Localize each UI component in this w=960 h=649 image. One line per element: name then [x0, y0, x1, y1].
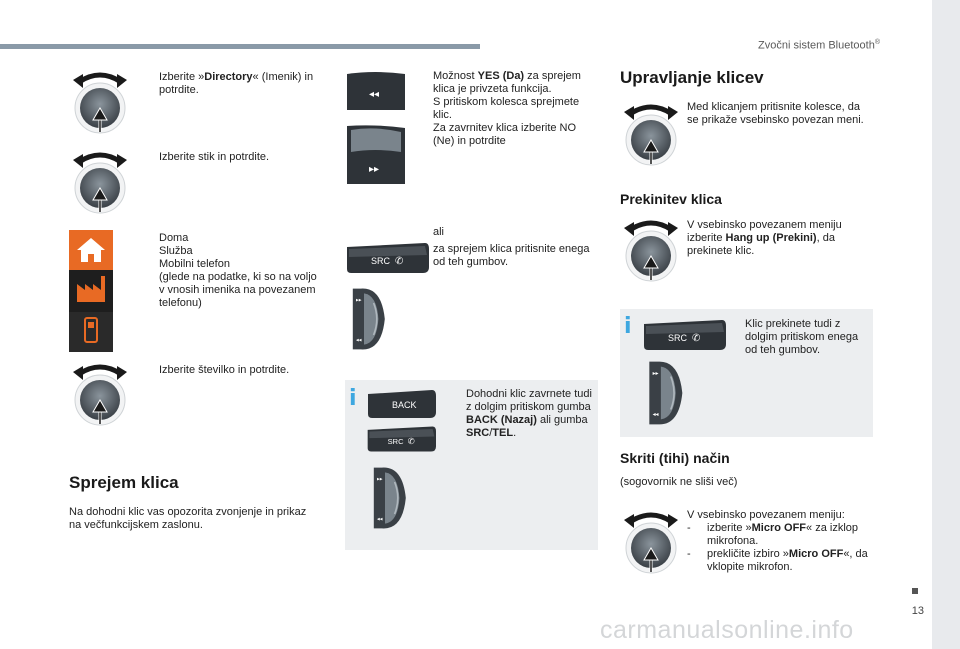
rotary-knob-icon	[69, 362, 131, 428]
svg-text:✆: ✆	[395, 256, 404, 267]
svg-text:✆: ✆	[407, 436, 415, 446]
contact-type-icons	[69, 230, 113, 352]
svg-text:✆: ✆	[692, 333, 701, 344]
rotary-knob-icon	[69, 70, 131, 136]
rotary-knob-icon	[620, 218, 682, 284]
header-sup: ®	[874, 39, 880, 46]
accept-buttons-text: za sprejem klica pritisnite enega od teh gumbov.	[433, 243, 590, 268]
accept-call-text: Možnost YES (Da) za sprejem klica je privzeta funkcija. S pritiskom kolesca sprejmete klic. Za zavrnitev klica izberite NO (Ne) in potrdite	[433, 70, 581, 147]
call-menu-text: Med klicanjem pritisnite kolesce, da se prikaže vsebinsko povezan meni.	[687, 101, 864, 126]
watermark: carmanualsonline.info	[600, 616, 854, 644]
steering-wheel-side-icon	[642, 360, 688, 426]
src-button-icon	[366, 425, 436, 453]
unmute-item: - prekličite izbiro »Micro OFF«, da vklopite mikrofon.	[687, 548, 868, 573]
step-select-number: Izberite številko in potrdite.	[159, 364, 290, 376]
info-icon: i	[624, 314, 632, 339]
info-icon: i	[349, 386, 357, 411]
src-button-icon	[345, 243, 429, 273]
header-bar	[0, 44, 480, 49]
contact-types: Doma Služba Mobilni telefon (glede na podatke, ki so na voljo v vnosih imenika na povezanem telefonu)	[159, 232, 317, 309]
header-title: Zvočni sistem Bluetooth	[758, 39, 875, 52]
back-button-icon	[366, 390, 436, 418]
section-title-call-management: Upravljanje klicev	[620, 68, 764, 87]
section-text-call-receive: Na dohodni klic vas opozorita zvonjenje in prikaz na večfunkcijskem zaslonu.	[69, 506, 307, 531]
rotary-knob-icon	[69, 150, 131, 216]
hang-up-info-text: Klic prekinete tudi z dolgim pritiskom enega od teh gumbov.	[745, 318, 859, 356]
page-marker	[912, 588, 918, 594]
steering-wheel-side-icon	[366, 466, 412, 530]
forward-wheel-icon	[345, 124, 407, 186]
rotary-knob-icon	[620, 510, 682, 576]
reject-call-text: Dohodni klic zavrnete tudi z dolgim pritiskom gumba BACK (Nazaj) ali gumba SRC/TEL.	[466, 388, 592, 439]
src-button-icon	[642, 320, 726, 350]
step-select-contact: Izberite stik in potrdite.	[159, 151, 270, 163]
steering-wheel-side-icon	[345, 287, 391, 351]
svg-text:SRC: SRC	[387, 437, 404, 446]
step-select-directory: Izberite »Directory« (Imenik) in potrdite.	[159, 71, 314, 96]
rewind-button-icon	[345, 70, 407, 112]
side-margin	[932, 0, 960, 649]
mute-item: - izberite »Micro OFF« za izklop mikrofona.	[687, 522, 859, 547]
mute-note: (sogovornik ne sliši več)	[620, 476, 738, 488]
or-text: ali	[433, 226, 445, 238]
svg-text:SRC: SRC	[668, 333, 688, 343]
subtitle-hang-up: Prekinitev klica	[620, 191, 722, 207]
svg-text:▸▸: ▸▸	[369, 164, 380, 175]
hang-up-text: V vsebinsko povezanem meniju izberite Hang up (Prekini), da prekinete klic.	[687, 219, 842, 257]
svg-text:◂◂: ◂◂	[369, 89, 380, 100]
back-label: BACK	[392, 400, 417, 410]
section-title-call-receive: Sprejem klica	[69, 473, 179, 492]
subtitle-mute: Skriti (tihi) način	[620, 450, 730, 466]
mute-text: V vsebinsko povezanem meniju: - izberite »Micro OFF« za izklop mikrofona. - prekličite izbiro »Micro OFF«, da vklopite mikrofon.	[687, 509, 872, 574]
src-label: SRC	[371, 256, 391, 266]
rotary-knob-icon	[620, 102, 682, 168]
page-header	[700, 39, 880, 52]
page-number: 13	[911, 605, 924, 617]
